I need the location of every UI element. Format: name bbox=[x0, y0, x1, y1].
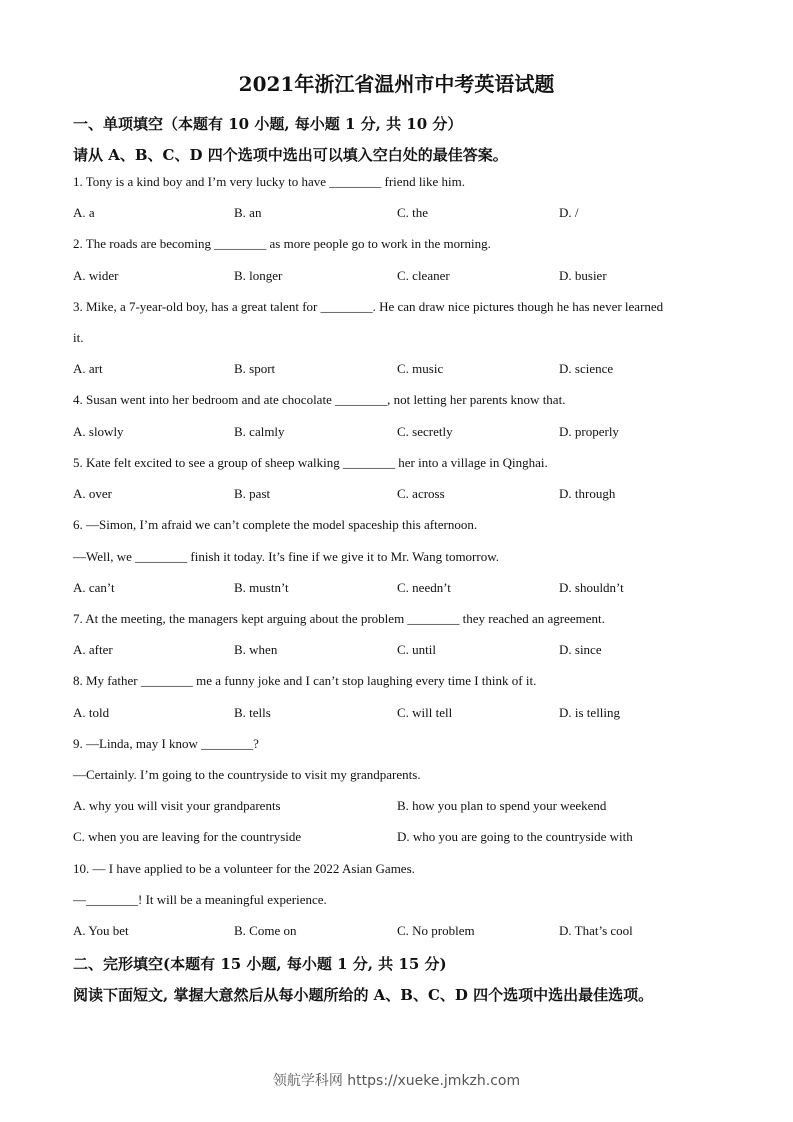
question-stem: 1. Tony is a kind boy and I’m very lucky to have ________ friend like him. bbox=[73, 174, 466, 189]
option-c: C. the bbox=[397, 205, 429, 220]
option-a: A. art bbox=[73, 361, 103, 376]
option-c: C. when you are leaving for the countryside bbox=[73, 829, 302, 844]
question-stem: 2. The roads are becoming ________ as more people go to work in the morning. bbox=[73, 236, 491, 251]
option-a: A. over bbox=[73, 486, 112, 501]
option-c: C. cleaner bbox=[397, 268, 450, 283]
option-b: B. when bbox=[234, 642, 278, 657]
option-c: C. needn’t bbox=[397, 580, 451, 595]
option-d: D. busier bbox=[559, 268, 607, 283]
question-stem-continued: —Well, we ________ finish it today. It’s fine if we give it to Mr. Wang tomorrow. bbox=[73, 549, 500, 564]
question-stem-continued: —________! It will be a meaningful experience. bbox=[73, 892, 327, 907]
question-stem-continued: —Certainly. I’m going to the countryside to visit my grandparents. bbox=[73, 767, 421, 782]
option-c: C. music bbox=[397, 361, 444, 376]
option-b: B. tells bbox=[234, 705, 271, 720]
question-stem: 5. Kate felt excited to see a group of sheep walking ________ her into a village in Qinghai. bbox=[73, 455, 548, 470]
question-stem: 3. Mike, a 7-year-old boy, has a great talent for ________. He can draw nice pictures though he has never learned bbox=[73, 299, 664, 314]
option-d: D. / bbox=[559, 205, 579, 220]
option-a: A. You bet bbox=[73, 923, 129, 938]
question-stem: 4. Susan went into her bedroom and ate chocolate ________, not letting her parents know that. bbox=[73, 392, 566, 407]
option-b: B. calmly bbox=[234, 424, 285, 439]
section-1-heading: 一、单项填空（本题有 10 小题, 每小题 1 分, 共 10 分） bbox=[73, 115, 463, 133]
option-a: A. can’t bbox=[73, 580, 115, 595]
option-d: D. is telling bbox=[559, 705, 621, 720]
question-stem: 7. At the meeting, the managers kept arguing about the problem ________ they reached an agreement. bbox=[73, 611, 605, 626]
option-b: B. mustn’t bbox=[234, 580, 289, 595]
watermark-footer: 领航学科网 https://xueke.jmkzh.com bbox=[272, 1073, 521, 1089]
option-b: B. how you plan to spend your weekend bbox=[397, 798, 607, 813]
option-b: B. an bbox=[234, 205, 262, 220]
option-d: D. since bbox=[559, 642, 602, 657]
option-d: D. science bbox=[559, 361, 614, 376]
question-stem: 8. My father ________ me a funny joke and I can’t stop laughing every time I think of it. bbox=[73, 673, 537, 688]
option-b: B. sport bbox=[234, 361, 276, 376]
option-d: D. shouldn’t bbox=[559, 580, 624, 595]
question-stem: 9. —Linda, may I know ________? bbox=[73, 736, 259, 751]
option-b: B. past bbox=[234, 486, 271, 501]
question-stem-continued: it. bbox=[73, 330, 84, 345]
option-a: A. after bbox=[73, 642, 113, 657]
option-d: D. through bbox=[559, 486, 616, 501]
page-title: 2021年浙江省温州市中考英语试题 bbox=[238, 72, 555, 96]
section-2-instruction: 阅读下面短文, 掌握大意然后从每小题所给的 A、B、C、D 四个选项中选出最佳选项。 bbox=[73, 986, 654, 1004]
option-a: A. a bbox=[73, 205, 95, 220]
option-b: B. longer bbox=[234, 268, 283, 283]
option-c: C. secretly bbox=[397, 424, 453, 439]
option-c: C. No problem bbox=[397, 923, 475, 938]
option-d: D. properly bbox=[559, 424, 619, 439]
option-a: A. slowly bbox=[73, 424, 124, 439]
question-stem: 6. —Simon, I’m afraid we can’t complete the model spaceship this afternoon. bbox=[73, 517, 478, 532]
question-stem: 10. — I have applied to be a volunteer for the 2022 Asian Games. bbox=[73, 861, 415, 876]
section-2-heading: 二、完形填空(本题有 15 小题, 每小题 1 分, 共 15 分) bbox=[73, 955, 447, 973]
option-c: C. will tell bbox=[397, 705, 453, 720]
option-d: D. That’s cool bbox=[559, 923, 633, 938]
option-a: A. told bbox=[73, 705, 110, 720]
option-c: C. across bbox=[397, 486, 445, 501]
section-1-instruction: 请从 A、B、C、D 四个选项中选出可以填入空白处的最佳答案。 bbox=[73, 146, 508, 164]
option-a: A. wider bbox=[73, 268, 119, 283]
option-d: D. who you are going to the countryside with bbox=[397, 829, 633, 844]
option-b: B. Come on bbox=[234, 923, 297, 938]
option-c: C. until bbox=[397, 642, 437, 657]
option-a: A. why you will visit your grandparents bbox=[73, 798, 281, 813]
